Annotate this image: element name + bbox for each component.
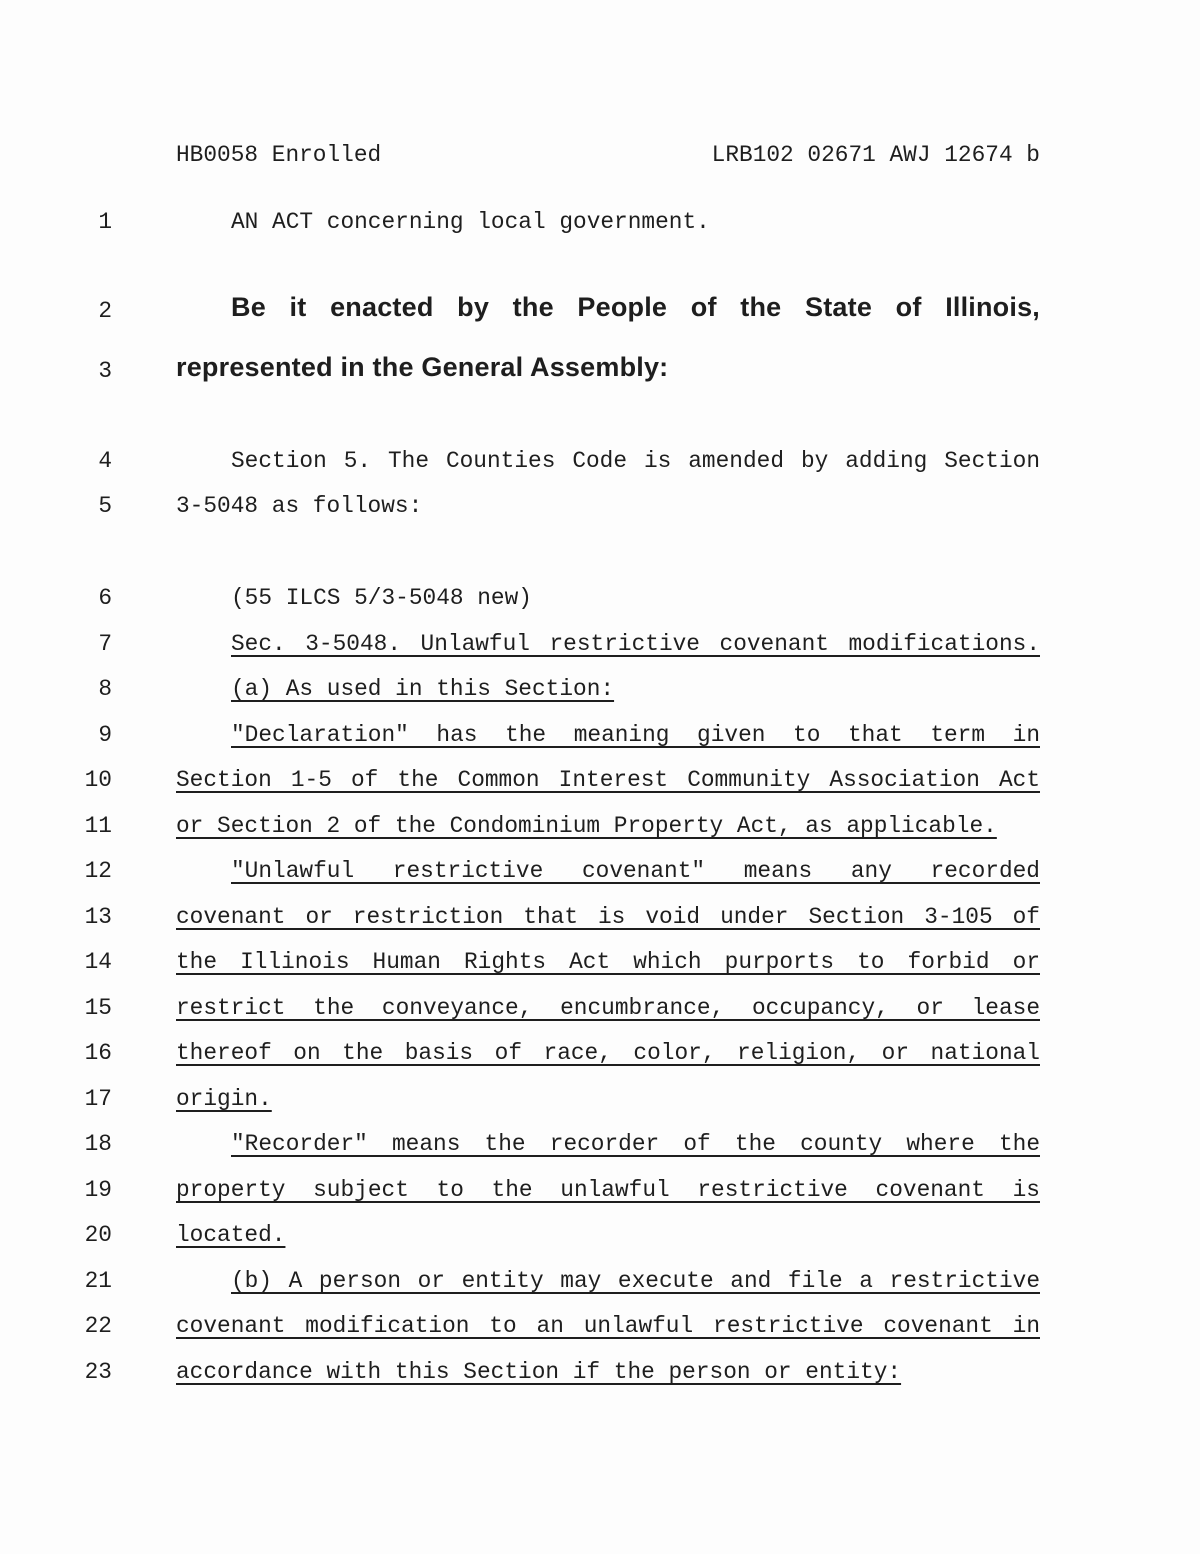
line-number: 1: [98, 209, 112, 235]
line-text: represented in the General Assembly:: [176, 352, 669, 382]
line-text: restrict the conveyance, encumbrance, occupancy, or lease: [176, 994, 1040, 1021]
line-text: Section 5. The Counties Code is amended by adding Section: [231, 448, 1040, 474]
line-number: 22: [84, 1313, 112, 1339]
line-text: "Unlawful restrictive covenant" means any recorded: [231, 858, 1040, 884]
line-number: 14: [84, 949, 112, 975]
line-text: Section 1-5 of the Common Interest Community Association Act: [176, 767, 1040, 793]
line-number: 4: [98, 448, 112, 474]
line-text: thereof on the basis of race, color, religion, or national: [176, 1040, 1040, 1066]
line-text: located.: [176, 1222, 286, 1248]
line-text: 3-5048 as follows:: [176, 493, 423, 519]
line-text: covenant or restriction that is void under Section 3-105 of: [176, 903, 1040, 930]
line-number: 11: [84, 812, 112, 839]
line-number: 5: [98, 493, 112, 519]
line-number: 20: [84, 1222, 112, 1248]
line-number: 18: [84, 1131, 112, 1157]
line-text: AN ACT concerning local government.: [231, 209, 710, 235]
line-number: 16: [84, 1040, 112, 1066]
line-text: Sec. 3-5048. Unlawful restrictive covenant modifications.: [231, 630, 1040, 657]
line-text: the Illinois Human Rights Act which purports to forbid or: [176, 949, 1040, 975]
line-text: "Declaration" has the meaning given to that term in: [231, 721, 1040, 748]
line-number: 15: [84, 994, 112, 1021]
line-number: 19: [84, 1176, 112, 1203]
line-number: 10: [84, 767, 112, 793]
line-text: accordance with this Section if the person or entity:: [176, 1358, 902, 1385]
line-text: (55 ILCS 5/3-5048 new): [231, 585, 532, 611]
line-number: 9: [98, 721, 112, 748]
line-number: 12: [84, 858, 112, 884]
bill-number-label: HB0058 Enrolled: [176, 142, 382, 168]
line-text: Be it enacted by the People of the State of Illinois,: [231, 292, 1040, 322]
line-text: (b) A person or entity may execute and file a restrictive: [231, 1267, 1040, 1294]
line-number: 3: [98, 358, 112, 384]
line-text: "Recorder" means the recorder of the county where the: [231, 1131, 1040, 1157]
line-number: 23: [84, 1358, 112, 1385]
lrb-reference-label: LRB102 02671 AWJ 12674 b: [711, 142, 1040, 168]
line-number: 13: [84, 903, 112, 930]
line-number: 17: [84, 1085, 112, 1112]
line-text: or Section 2 of the Condominium Property Act, as applicable.: [176, 812, 997, 839]
line-text: covenant modification to an unlawful restrictive covenant in: [176, 1313, 1040, 1339]
line-text: origin.: [176, 1085, 272, 1112]
line-text: (a) As used in this Section:: [231, 676, 615, 702]
line-number: 2: [98, 298, 112, 324]
line-number: 8: [98, 676, 112, 702]
document-header: [176, 140, 1040, 170]
line-number: 7: [98, 630, 112, 657]
line-number: 21: [84, 1267, 112, 1294]
line-text: property subject to the unlawful restrictive covenant is: [176, 1176, 1040, 1203]
line-number: 6: [98, 585, 112, 611]
